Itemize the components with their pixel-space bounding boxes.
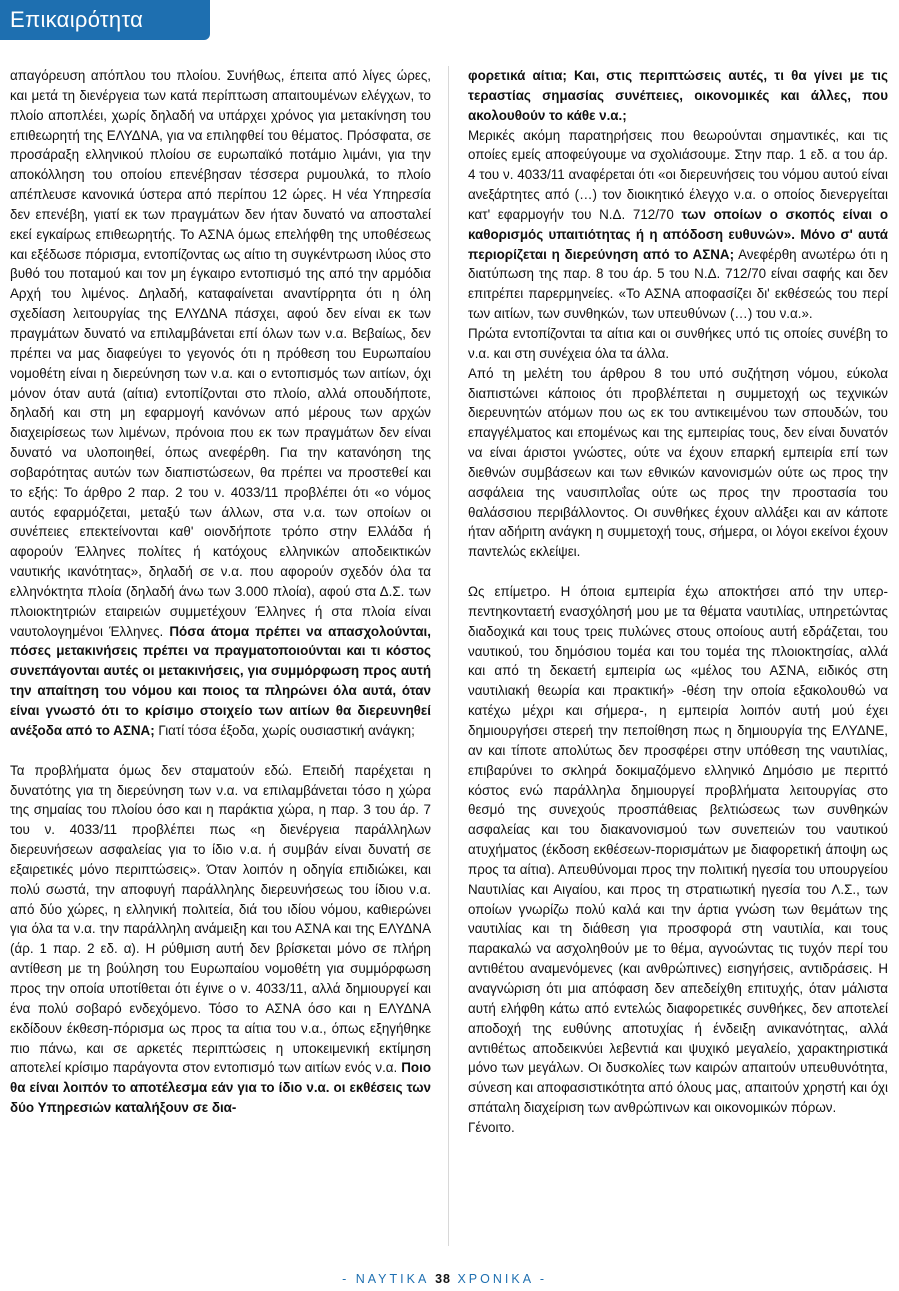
- page-footer: [0, 1272, 899, 1286]
- paragraph-text: Τα προβλήματα όμως δεν σταματούν εδώ. Επειδή παρέχεται η δυνατότης για τη διερεύνηση των ν.α. να επιλαμβάνεται τόσο η χώρα της σημαίας του πλοίου όσο και η παράκτια χώρα, η παρ. 3 του άρ. 7 του ν. 4033/11 προβλέπει πως «η διενέργεια παράλληλων διερευνήσεων ασφαλείας για το ίδιο ν.α. ή συμβάν είναι δυνατή σε εξαιρετικές μόνο περιπτώσεις». Όταν λοιπόν η οδηγία επιδιώκει, και πολύ σωστά, την αποφυγή παράλληλης διερευνήσεως του ίδιου ν.α. από δύο χώρες, η ελληνική πολιτεία, διά του ιδίου νόμου, καθιερώνει για όλα τα ν.α. την παράλληλη ανάμειξη και του ΑΣΝΑ και της ΕΛΥΔΝΑ (άρ. 1 παρ. 2 εδ. α). Η ρύθμιση αυτή δεν βρίσκεται μόνο σε πλήρη αντίθεση με τη βούληση του Ευρωπαίου νομοθέτη για συμμόρφωση προς την οποία υποτίθεται ότι έγινε ο ν. 4033/11, αλλά δημιουργεί και ένα πολύ σοβαρό ενδεχόμενο. Τόσο το ΑΣΝΑ όσο και η ΕΛΥΔΝΑ εκδίδουν έκθεση-πόρισμα ως προς τα αίτια του ν.α., όπως εξηγήθηκε πιο πάνω, και σε αρκετές περιπτώσεις η υποκειμενική εκτίμηση αποτελεί κρίσιμο παράγοντα στον εντοπισμό των αιτίων ενός ν.α.: [10, 762, 431, 1076]
- left-paragraph-2: [10, 761, 431, 1118]
- section-title: Επικαιρότητα: [10, 7, 144, 32]
- emphasized-text: των οποίων ο σκοπός είναι ο καθορισμός υπαιτιότητας ή η απόδοση ευθυνών». Μόνο σ' αυτά περιορίζεται η διερεύνηση από το ΑΣΝΑ;: [468, 206, 888, 262]
- paragraph-text: Μερικές ακόμη παρατηρήσεις που θεωρούνται σημαντικές, και τις οποίες εμείς αποφεύγουμε να σχολιάσουμε. Στην παρ. 1 εδ. α του άρ. 4 του ν. 4033/11 αναφέρεται ότι «οι διερευνήσεις του νόμου αυτού είναι ανεξάρτητες από (…) τον διοικητικό έλεγχο ν.α. ο οποίος διενεργείται κατ' εφαρμογήν του Ν.Δ. 712/70: [468, 127, 888, 222]
- emphasized-question: φορετικά αίτια; Και, στις περιπτώσεις αυτές, τι θα γίνει με τις τεραστίας σημασίας συνέπειες, οικονομικές και άλλες, που ακολουθούν το κάθε ν.α.;: [468, 68, 888, 123]
- right-paragraph-5: Ως επίμετρο. Η όποια εμπειρία έχω αποκτήσει από την υπερ-πεντηκονταετή ενασχόλησή μου με τα θέματα ναυτιλίας, υπηρετώντας διαδοχικά και τους τρεις πυλώνες στους οποίους αυτή εδράζεται, του ναυτικού, του δημόσιου τομέα και του τομέα της πλοιοκτησίας, αλλά και από τη δεκαετή εμπειρία ως «μέλος του ΑΣΝΑ, ειδικός στη ναυτιλιακή θεωρία και πρακτική» -θέση την οποία εξακολουθώ να κατέχω μέχρι και σήμερα-, η εμπειρία λοιπόν αυτή μού έχει δημιουργήσει στερεή την πεποίθηση πως η δημιουργία της ΕΛΥΔΝΕ, αν και τίποτε απολύτως δεν προσφέρει στην υπόθεση της ναυτιλίας, επιβαρύνει το σκληρά δοκιμαζόμενο ελληνικό Δημόσιο με περιττό κόστος ενώ παράλληλα δημιουργεί προβλήματα λειτουργίας στο θεσμό της συνεχούς προσπάθειας βελτιώσεως των συνθηκών ασφαλείας και του διακανονισμού των συνεπειών του ναυτικού ατυχήματος (έκδοση εκθέσεων-πορισμάτων με διαφορετική άποψη ως προς τα αίτια). Απευθύνομαι προς την πολιτική ηγεσία του υπουργείου Ναυτιλίας και Αιγαίου, και προς τη στρατιωτική ηγεσία του Λ.Σ., των οποίων γνωρίζω πολύ καλά και την άρτια γνώση των θεμάτων της ναυτιλίας και τη διάθεση για προσφορά στη ναυτιλία, και τους παρακαλώ να ασχοληθούν με το θέμα, αγνοώντας τις τυχόν περί του αντιθέτου αναμενόμενες (και ανθρώπινες) εισηγήσεις, αντιδράσεις. Η αναγνώριση ότι μια απόφαση δεν απεδείχθη επιτυχής, όταν μάλιστα αυτή ελήφθη κάτω από εντελώς διαφορετικές συνθήκες, δεν αποτελεί αποδοχή της ευθύνης αποτυχίας ή ένδειξη ανικανότητας, αλλά αντιθέτως αποδεικνύει λεβεντιά και ψυχικό μεγαλείο, χαρακτηριστικά μόνο των μεγάλων. Οι δυσκολίες των καιρών απαιτούν υπευθυνότητα, σύνεση και αποφασιστικότητα από όλους μας, απαιτούν χρηστή και όχι σπάταλη διαχείριση των ανθρώπινων και οικονομικών πόρων.: [468, 584, 888, 1116]
- page-number: 38: [435, 1272, 451, 1286]
- emphasized-question: Ποιο θα είναι λοιπόν το αποτέλεσμα εάν για το ίδιο ν.α. οι εκθέσεις των δύο Υπηρεσιών καταλήξουν σε δια-: [10, 1060, 431, 1116]
- article-column-left: [10, 66, 431, 1118]
- footer-magazine-name-end: ΧΡΟΝΙΚΑ -: [451, 1272, 547, 1286]
- right-paragraph-2: [468, 126, 888, 324]
- right-paragraph-1: [468, 66, 888, 126]
- left-paragraph-1: [10, 66, 431, 741]
- paragraph-text: Γιατί τόσα έξοδα, χωρίς ουσιαστική ανάγκη;: [154, 722, 415, 738]
- right-paragraph-closing: Γένοιτο.: [468, 1119, 515, 1135]
- right-paragraph-4: Από τη μελέτη του άρθρου 8 του υπό συζήτηση νόμου, εύκολα διαπιστώνει κάποιος ότι προβλέπεται η συμμετοχή ως τεχνικών διερευνητών ατόμων που ως εκ του αντικειμένου των σπουδών, του επαγγέλματος και επομένως και της εμπειρίας τους, δεν είναι δυνατόν να είναι άριστοι γνώστες, ούτε να έχουν επαρκή εμπειρία επί των διεθνών συμβάσεων και των εθνικών κανονισμών ούτε ως προς την ασφάλεια της ναυσιπλοΐας ούτε ως προς την προστασία του θαλάσσιου περιβάλλοντος. Οι συνθήκες έχουν αλλάξει και αν κάποτε ήταν αδήριτη ανάγκη η συμμετοχή τους, σήμερα, οι λόγοι εκείνοι έχουν παντελώς εκλείψει.: [468, 365, 888, 560]
- emphasized-question: Πόσα άτομα πρέπει να απασχολούνται, πόσες μετακινήσεις πρέπει να πραγματοποιούνται και τι κόστος συνεπάγονται αυτές οι μετακινήσεις, για συμμόρφωση προς αυτή την απαίτηση του νόμου και ποιος τα πληρώνει όλα αυτά, όταν είναι γνωστό ότι το κρίσιμο στοιχείο των αιτίων θα διερευνηθεί ανέξοδα από το ΑΣΝΑ;: [10, 623, 431, 738]
- footer-magazine-name-start: - ΝΑΥΤΙΚΑ: [342, 1272, 436, 1286]
- paragraph-text: απαγόρευση απόπλου του πλοίου. Συνήθως, έπειτα από λίγες ώρες, και μετά τη διενέργεια των κατά περίπτωση απαιτουμένων ελέγχων, το πλοίο αποπλέει, χωρίς δηλαδή να υπάρχει χρόνος για μετακίνηση του επιθεωρητή της ΕΛΥΔΝΑ, για να επιληφθεί του θέματος. Πρόσφατα, σε προσάραξη ελληνικού πλοίου σε ευρωπαϊκό ποτάμιο λιμάνι, για την αποκόλληση του οποίου επενέβησαν τέσσερα ρυμουλκά, το πλοίο απέπλευσε κανονικά ύστερα από περίπου 12 ώρες. Η νέα Υπηρεσία δεν επενέβη, γιατί εκ των πραγμάτων δεν ήταν δυνατό να αποσταλεί εκεί εγκαίρως επιθεωρητής. Το ΑΣΝΑ όμως επελήφθη της υποθέσεως και εξέδωσε πόρισμα, εντοπίζοντας ως αίτιο τη συγκέντρωση ιλύος στο βυθό του ποταμού και τον μη έγκαιρο εντοπισμό της από την αρμόδια Αρχή του λιμένος. Δηλαδή, καταφαίνεται αναντίρρητα ότι η όλη σχεδίαση λειτουργίας της ΕΛΥΔΝΑ πάσχει, αφού δεν είναι εκ των πραγμάτων δυνατό να επιλαμβάνεται επί όλων των ν.α. Βεβαίως, δεν πρέπει να μας διαφεύγει το γεγονός ότι η πρόθεση του Ευρωπαίου νομοθέτη είναι η διερεύνηση των ν.α. και ο εντοπισμός των αιτίων, όχι μόνον όταν αυτά (αίτια) εντοπίζονται στο πλοίο, αλλά οπουδήποτε, δηλαδή και στη μη εφαρμογή κανόνων από μέρους των αρχών διαχειρίσεως των λιμένων, πρόνοια που εκ των πραγμάτων δεν είναι δυνατό να υλοποιηθεί, όπως ανεφέρθη. Για την κατανόηση της σοβαρότητας αυτών των διαπιστώσεων, θα πρέπει να προστεθεί και το εξής: Το άρθρο 2 παρ. 2 του ν. 4033/11 προβλέπει ότι «ο νόμος αυτός εφαρμόζεται, μεταξύ των άλλων, στα ν.α. των οποίων οι συνέπειες επεκτείνονται καθ' οιονδήποτε τρόπο στην Ελλάδα ή αφορούν Έλληνες πολίτες ή κατόχους ελληνικών αποδεικτικών ναυτικής ικανότητας», δηλαδή σε ν.α. που αφορούν σχεδόν όλα τα ελληνόκτητα πλοία (δηλαδή άνω των 3.000 πλοία), αφού στα Δ.Σ. των πλοιοκτητριών εταιρειών συμμετέχουν Έλληνες ή στα πλοία είναι ναυτολογημένοι Έλληνες.: [10, 68, 431, 639]
- paragraph-text: Ανεφέρθη ανωτέρω ότι η διατύπωση της παρ. 8 του άρ. 5 του Ν.Δ. 712/70 είναι σαφής και δεν επιτρέπει παρερμηνείες. «Το ΑΣΝΑ αποφασίζει δι' εκθέσεώς του περί των αιτίων, των συνθηκών, των υπευθύνων (…) του ν.α.».: [468, 246, 888, 322]
- column-divider: [448, 66, 449, 1246]
- article-column-right: [468, 66, 888, 1138]
- section-header-band: [0, 0, 210, 40]
- right-paragraph-3: Πρώτα εντοπίζονται τα αίτια και οι συνθήκες υπό τις οποίες συνέβη το ν.α. και στη συνέχεια όλα τα άλλα.: [468, 325, 888, 361]
